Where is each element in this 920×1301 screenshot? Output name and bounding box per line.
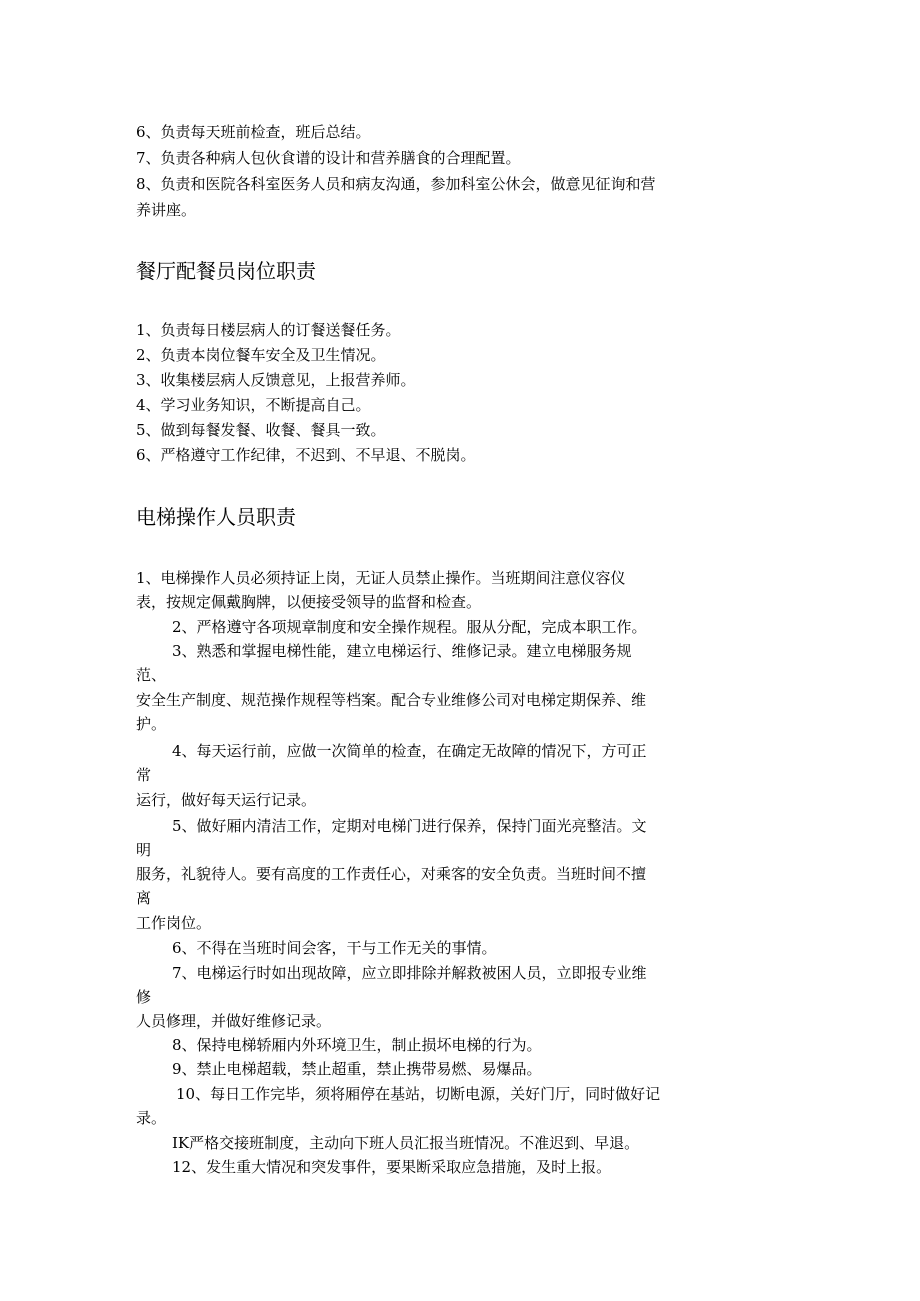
canteen-item-6: 6、严格遵守工作纪律，不迟到、不早退、不脱岗。 <box>136 446 476 464</box>
elevator-line: 8、保持电梯轿厢内外环境卫生，制止损坏电梯的行为。 <box>172 1036 542 1054</box>
elevator-section-title: 电梯操作人员职责 <box>136 505 296 529</box>
elevator-line: 修 <box>136 988 152 1006</box>
elevator-line: 表，按规定佩戴胸牌，以便接受领导的监督和检查。 <box>136 593 482 611</box>
duty-item-8: 8、负责和医院各科室医务人员和病友沟通，参加科室公休会，做意见征询和营 <box>136 175 656 193</box>
canteen-item-1: 1、负责每日楼层病人的订餐送餐任务。 <box>136 321 401 339</box>
duty-item-7: 7、负责各种病人包伙食谱的设计和营养膳食的合理配置。 <box>136 149 521 167</box>
elevator-line: 9、禁止电梯超载，禁止超重，禁止携带易燃、易爆品。 <box>172 1060 542 1078</box>
canteen-item-5: 5、做到每餐发餐、收餐、餐具一致。 <box>136 421 386 439</box>
elevator-line: 常 <box>136 766 152 784</box>
elevator-line: 离 <box>136 889 152 907</box>
elevator-line: 3、熟悉和掌握电梯性能，建立电梯运行、维修记录。建立电梯服务规 <box>172 642 632 660</box>
canteen-item-2: 2、负责本岗位餐车安全及卫生情况。 <box>136 346 386 364</box>
elevator-line: 6、不得在当班时间会客，干与工作无关的事情。 <box>172 939 497 957</box>
elevator-line: IK严格交接班制度，主动向下班人员汇报当班情况。不准迟到、早退。 <box>172 1134 640 1152</box>
elevator-line: 范、 <box>136 666 167 684</box>
elevator-line: 5、做好厢内清洁工作，定期对电梯门进行保养，保持门面光亮整洁。文 <box>172 817 647 835</box>
elevator-line: 2、严格遵守各项规章制度和安全操作规程。服从分配，完成本职工作。 <box>172 618 647 636</box>
elevator-line: 工作岗位。 <box>136 914 212 932</box>
elevator-line: 4、每天运行前，应做一次简单的检查，在确定无故障的情况下，方可正 <box>172 742 647 760</box>
canteen-section-title: 餐厅配餐员岗位职责 <box>136 259 316 283</box>
canteen-item-3: 3、收集楼层病人反馈意见，上报营养师。 <box>136 371 416 389</box>
elevator-line: 服务，礼貌待人。要有高度的工作责任心，对乘客的安全负责。当班时间不擅 <box>136 865 647 883</box>
elevator-line: 10、每日工作完毕，须将厢停在基站，切断电源，关好门厅，同时做好记 <box>176 1085 661 1103</box>
elevator-line: 人员修理，并做好维修记录。 <box>136 1012 332 1030</box>
canteen-item-4: 4、学习业务知识，不断提高自己。 <box>136 396 371 414</box>
elevator-line: 明 <box>136 841 152 859</box>
duty-item-6: 6、负责每天班前检查，班后总结。 <box>136 123 371 141</box>
elevator-line: 1、电梯操作人员必须持证上岗，无证人员禁止操作。当班期间注意仪容仪 <box>136 569 626 587</box>
elevator-line: 录。 <box>136 1109 167 1127</box>
duty-item-8-cont: 养讲座。 <box>136 201 197 219</box>
elevator-line: 运行，做好每天运行记录。 <box>136 791 317 809</box>
elevator-line: 安全生产制度、规范操作规程等档案。配合专业维修公司对电梯定期保养、维 <box>136 691 647 709</box>
elevator-line: 12、发生重大情况和突发事件，要果断采取应急措施，及时上报。 <box>172 1158 612 1176</box>
elevator-line: 7、电梯运行时如出现故障，应立即排除并解救被困人员，立即报专业维 <box>172 964 647 982</box>
elevator-line: 护。 <box>136 715 167 733</box>
